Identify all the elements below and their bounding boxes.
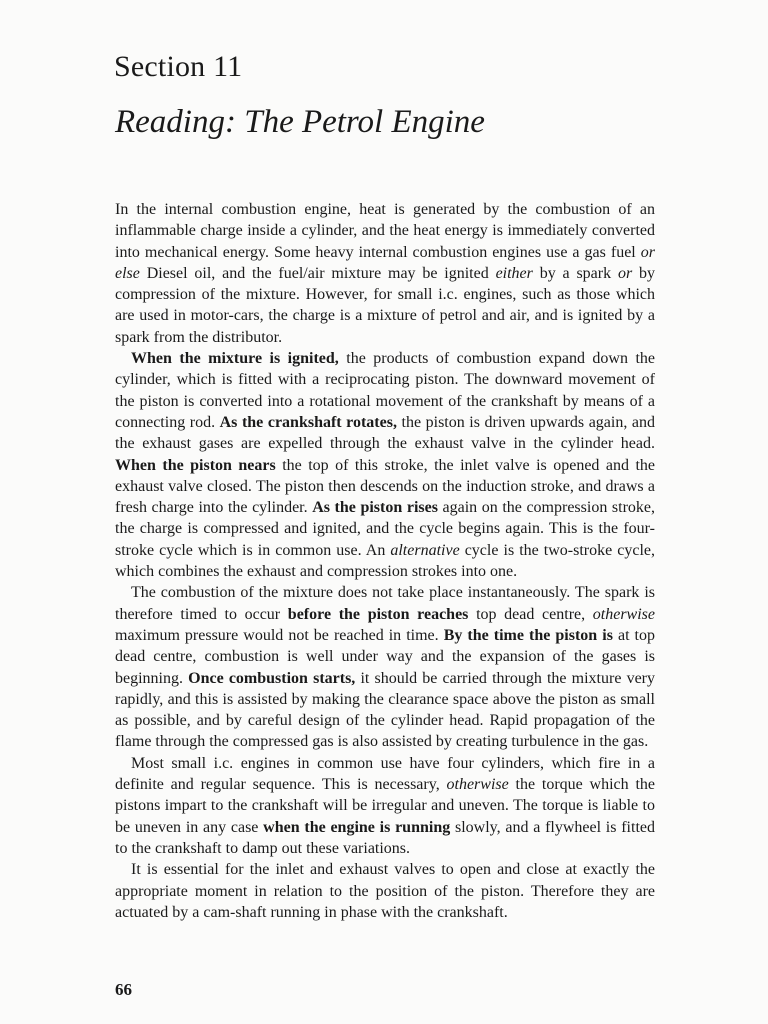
paragraph <box>115 199 655 348</box>
text-run: slowly, and a flywheel is fitted to the crankshaft to damp out these variations. <box>115 818 655 857</box>
italic-text: either <box>495 264 533 282</box>
italic-text: otherwise <box>446 776 509 794</box>
paragraph <box>115 348 655 582</box>
bold-text: By the time the piston is <box>443 626 613 644</box>
bold-text: Once combustion starts, <box>188 669 356 687</box>
text-run: the top of this stroke, the inlet valve is opened and the exhaust valve closed. The piston then descends on the induction stroke, and draws a fresh charge into the cylinder. <box>115 456 655 517</box>
page-title: Reading: The Petrol Engine <box>115 104 485 140</box>
text-run: the torque which the pistons impart to the crankshaft will be irregular and uneven. The torque is liable to be uneven in any case <box>115 776 655 836</box>
italic-text: otherwise <box>592 605 655 623</box>
text-run: cycle is the two-stroke cycle, which combines the exhaust and compression strokes into one. <box>115 541 656 581</box>
text-run: at top dead centre, combustion is well under way and the expansion of the gases is beginning. <box>115 626 655 687</box>
text-run: again on the compression stroke, the charge is compressed and ignited, and the cycle begins again. This is the four-stroke cycle which is in common use. An <box>115 499 656 559</box>
section-label: Section 11 <box>114 50 243 83</box>
bold-text: when the engine is running <box>263 818 451 836</box>
text-run: The combustion of the mixture does not take place instantaneously. The spark is therefore timed to occur <box>115 584 655 623</box>
bold-text: before the piston reaches <box>287 605 469 623</box>
text-run: It is essential for the inlet and exhaust valves to open and close at exactly the appropriate moment in relation to the position of the piston. Therefore they are actuated by a cam-shaft running in phase with the crankshaft. <box>115 861 655 921</box>
text-run: the piston is driven upwards again, and the exhaust gases are expelled through the exhaust valve in the cylinder head. <box>115 413 655 453</box>
italic-text: alternative <box>390 541 460 559</box>
page-number: 66 <box>115 980 132 999</box>
text-run: Most small i.c. engines in common use have four cylinders, which fire in a definite and regular sequence. This is necessary, <box>115 754 655 794</box>
reading-passage <box>115 199 655 923</box>
bold-text: As the crankshaft rotates, <box>219 413 397 431</box>
paragraph <box>115 582 655 752</box>
text-run: it should be carried through the mixture very rapidly, and this is assisted by making the clearance space above the piston as small as possible, and by careful design of the cylinder head. Rapid propagation of the flame through the compressed gas is also assisted by creating turbulence in the gas. <box>115 669 656 751</box>
text-run: by compression of the mixture. However, for small i.c. engines, such as those which are used in motor-cars, the charge is a mixture of petrol and air, and is ignited by a spark from the distributor. <box>115 264 655 346</box>
paragraph <box>115 753 655 859</box>
italic-text: or <box>617 264 633 282</box>
bold-text: When the mixture is ignited, <box>131 350 339 368</box>
italic-text: or else <box>115 243 655 282</box>
text-run: by a spark <box>532 264 618 282</box>
bold-text: As the piston rises <box>312 499 438 517</box>
text-run: top dead centre, <box>468 605 593 623</box>
text-run: maximum pressure would not be reached in time. <box>115 626 444 644</box>
text-run: In the internal combustion engine, heat is generated by the combustion of an inflammable charge inside a cylinder, and the heat energy is immediately converted into mechanical energy. Some heavy internal combustion engines use a gas fuel <box>115 201 655 261</box>
text-run: the products of combustion expand down the cylinder, which is fitted with a reciprocating piston. The downward movement of the piston is converted into a rotational movement of the crankshaft by means of a connecting rod. <box>115 350 655 431</box>
text-run: Diesel oil, and the fuel/air mixture may be ignited <box>139 264 496 282</box>
bold-text: When the piston nears <box>115 456 276 474</box>
paragraph <box>115 859 655 923</box>
